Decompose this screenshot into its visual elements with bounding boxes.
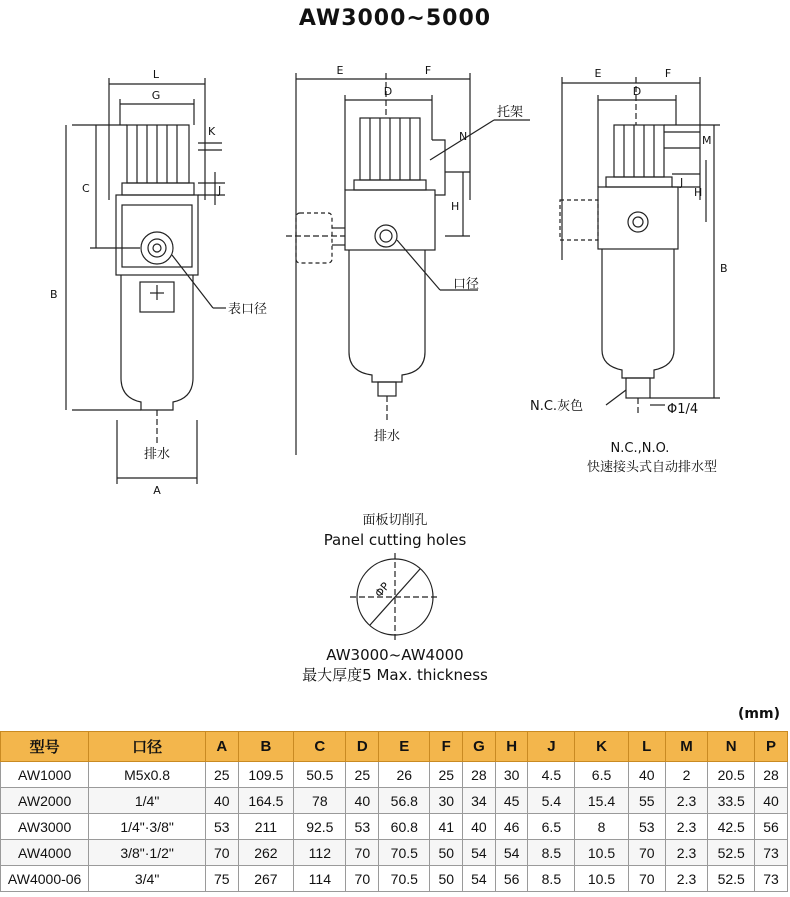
table-cell: 54	[495, 840, 528, 866]
left-view-drawing	[66, 78, 226, 484]
table-cell: 164.5	[238, 788, 294, 814]
table-cell: 28	[463, 762, 496, 788]
panel-title-en: Panel cutting holes	[323, 531, 467, 549]
header-cell: N	[708, 732, 755, 762]
mid-drain-label: 排水	[373, 429, 401, 444]
header-cell: B	[238, 732, 294, 762]
table-cell: 6.5	[575, 762, 628, 788]
panel-thickness: 最大厚度5 Max. thickness	[302, 666, 488, 684]
table-cell: AW2000	[1, 788, 89, 814]
table-cell: 3/8"·1/2"	[89, 840, 206, 866]
table-cell: 211	[238, 814, 294, 840]
table-cell: 53	[346, 814, 379, 840]
table-cell: 262	[238, 840, 294, 866]
header-cell: L	[628, 732, 665, 762]
table-cell: 3/4"	[89, 866, 206, 892]
port-label: 口径	[453, 277, 480, 292]
table-cell: 267	[238, 866, 294, 892]
header-cell: E	[379, 732, 430, 762]
table-cell: 40	[755, 788, 788, 814]
table-cell: 4.5	[528, 762, 575, 788]
table-cell: 28	[755, 762, 788, 788]
header-cell: J	[528, 732, 575, 762]
table-cell: 75	[205, 866, 238, 892]
table-cell: AW1000	[1, 762, 89, 788]
mid-dim-n-label: N	[459, 130, 468, 143]
table-row	[1, 866, 788, 892]
right-dim-f-label: F	[664, 67, 672, 80]
gauge-port-label: 表口径	[228, 302, 268, 317]
header-cell: 口径	[89, 732, 206, 762]
mid-dim-h-label: H	[451, 200, 460, 213]
header-cell: C	[294, 732, 346, 762]
table-cell: 78	[294, 788, 346, 814]
table-cell: 2.3	[665, 866, 708, 892]
nc-gray-label: N.C.灰色	[530, 399, 584, 414]
spec-table-header	[1, 732, 788, 762]
dim-l-label: L	[152, 68, 160, 81]
table-cell: 2.3	[665, 814, 708, 840]
right-dim-m-label: M	[702, 134, 712, 147]
table-cell: AW4000-06	[1, 866, 89, 892]
right-dim-h-label: H	[694, 186, 703, 199]
dim-a-label: A	[153, 484, 161, 497]
table-cell: 25	[205, 762, 238, 788]
table-cell: 112	[294, 840, 346, 866]
dim-j-label: J	[218, 184, 222, 197]
dim-b-label: B	[50, 288, 58, 301]
dim-k-label: K	[208, 125, 216, 138]
unit-label: (mm)	[738, 706, 780, 722]
table-cell: 30	[430, 788, 463, 814]
table-cell: 70	[346, 866, 379, 892]
dim-g-label: G	[151, 89, 161, 102]
table-cell: 50.5	[294, 762, 346, 788]
mid-dim-d-label: D	[383, 85, 393, 98]
table-cell: 42.5	[708, 814, 755, 840]
table-cell: AW3000	[1, 814, 89, 840]
panel-phi-label: ΦP	[372, 579, 393, 600]
mid-dim-f-label: F	[424, 64, 432, 77]
table-cell: 73	[755, 866, 788, 892]
table-cell: 2.3	[665, 788, 708, 814]
right-view-drawing	[560, 77, 720, 415]
table-cell: 50	[430, 866, 463, 892]
table-cell: 2	[665, 762, 708, 788]
table-cell: 54	[463, 840, 496, 866]
header-cell: A	[205, 732, 238, 762]
table-cell: 33.5	[708, 788, 755, 814]
table-row	[1, 788, 788, 814]
right-dim-b-label: B	[720, 262, 728, 275]
right-dim-j-label: J	[680, 176, 684, 189]
table-cell: 56	[495, 866, 528, 892]
table-cell: 70	[628, 866, 665, 892]
table-cell: 40	[346, 788, 379, 814]
table-cell: 10.5	[575, 840, 628, 866]
table-row	[1, 814, 788, 840]
table-cell: 8.5	[528, 866, 575, 892]
table-cell: 10.5	[575, 866, 628, 892]
table-cell: 70.5	[379, 840, 430, 866]
nc-no-label: N.C.,N.O.	[610, 441, 670, 456]
panel-title-cn: 面板切削孔	[362, 513, 428, 528]
bracket-label: 托架	[497, 105, 524, 120]
table-cell: 70	[205, 840, 238, 866]
table-cell: 26	[379, 762, 430, 788]
table-cell: 56	[755, 814, 788, 840]
table-cell: 25	[346, 762, 379, 788]
page-title: AW3000~5000	[298, 6, 492, 31]
table-cell: AW4000	[1, 840, 89, 866]
table-cell: 56.8	[379, 788, 430, 814]
table-cell: 60.8	[379, 814, 430, 840]
header-cell: M	[665, 732, 708, 762]
table-cell: 45	[495, 788, 528, 814]
table-cell: 5.4	[528, 788, 575, 814]
right-dim-e-label: E	[594, 67, 602, 80]
header-cell: G	[463, 732, 496, 762]
table-cell: 46	[495, 814, 528, 840]
table-cell: 109.5	[238, 762, 294, 788]
table-cell: 54	[463, 866, 496, 892]
header-cell: H	[495, 732, 528, 762]
header-cell: F	[430, 732, 463, 762]
panel-hole-drawing	[350, 553, 440, 641]
table-cell: 2.3	[665, 840, 708, 866]
table-cell: 70.5	[379, 866, 430, 892]
table-cell: 34	[463, 788, 496, 814]
right-dim-d-label: D	[632, 85, 642, 98]
table-cell: 20.5	[708, 762, 755, 788]
header-cell: K	[575, 732, 628, 762]
header-cell: D	[346, 732, 379, 762]
table-cell: 15.4	[575, 788, 628, 814]
table-cell: 25	[430, 762, 463, 788]
middle-view-drawing	[286, 73, 530, 455]
table-cell: 70	[346, 840, 379, 866]
spec-table	[0, 731, 788, 892]
table-cell: 114	[294, 866, 346, 892]
table-cell: 52.5	[708, 840, 755, 866]
table-cell: 73	[755, 840, 788, 866]
table-cell: 40	[463, 814, 496, 840]
header-cell: P	[755, 732, 788, 762]
mid-dim-e-label: E	[336, 64, 344, 77]
table-cell: 92.5	[294, 814, 346, 840]
table-cell: 52.5	[708, 866, 755, 892]
table-cell: 55	[628, 788, 665, 814]
dim-c-label: C	[82, 182, 90, 195]
table-cell: 6.5	[528, 814, 575, 840]
table-cell: 50	[430, 840, 463, 866]
table-cell: 8.5	[528, 840, 575, 866]
auto-drain-label: 快速接头式自动排水型	[586, 460, 718, 475]
table-cell: M5x0.8	[89, 762, 206, 788]
spec-table-body	[1, 762, 788, 892]
left-drain-label: 排水	[143, 447, 171, 462]
phi-quarter-label: Φ1/4	[667, 402, 699, 417]
table-cell: 8	[575, 814, 628, 840]
table-cell: 53	[628, 814, 665, 840]
table-cell: 1/4"·3/8"	[89, 814, 206, 840]
table-row	[1, 840, 788, 866]
table-cell: 1/4"	[89, 788, 206, 814]
table-cell: 40	[628, 762, 665, 788]
table-cell: 40	[205, 788, 238, 814]
table-cell: 70	[628, 840, 665, 866]
header-cell: 型号	[1, 732, 89, 762]
table-row	[1, 762, 788, 788]
table-cell: 41	[430, 814, 463, 840]
table-cell: 53	[205, 814, 238, 840]
panel-model-range: AW3000~AW4000	[326, 646, 464, 664]
table-cell: 30	[495, 762, 528, 788]
